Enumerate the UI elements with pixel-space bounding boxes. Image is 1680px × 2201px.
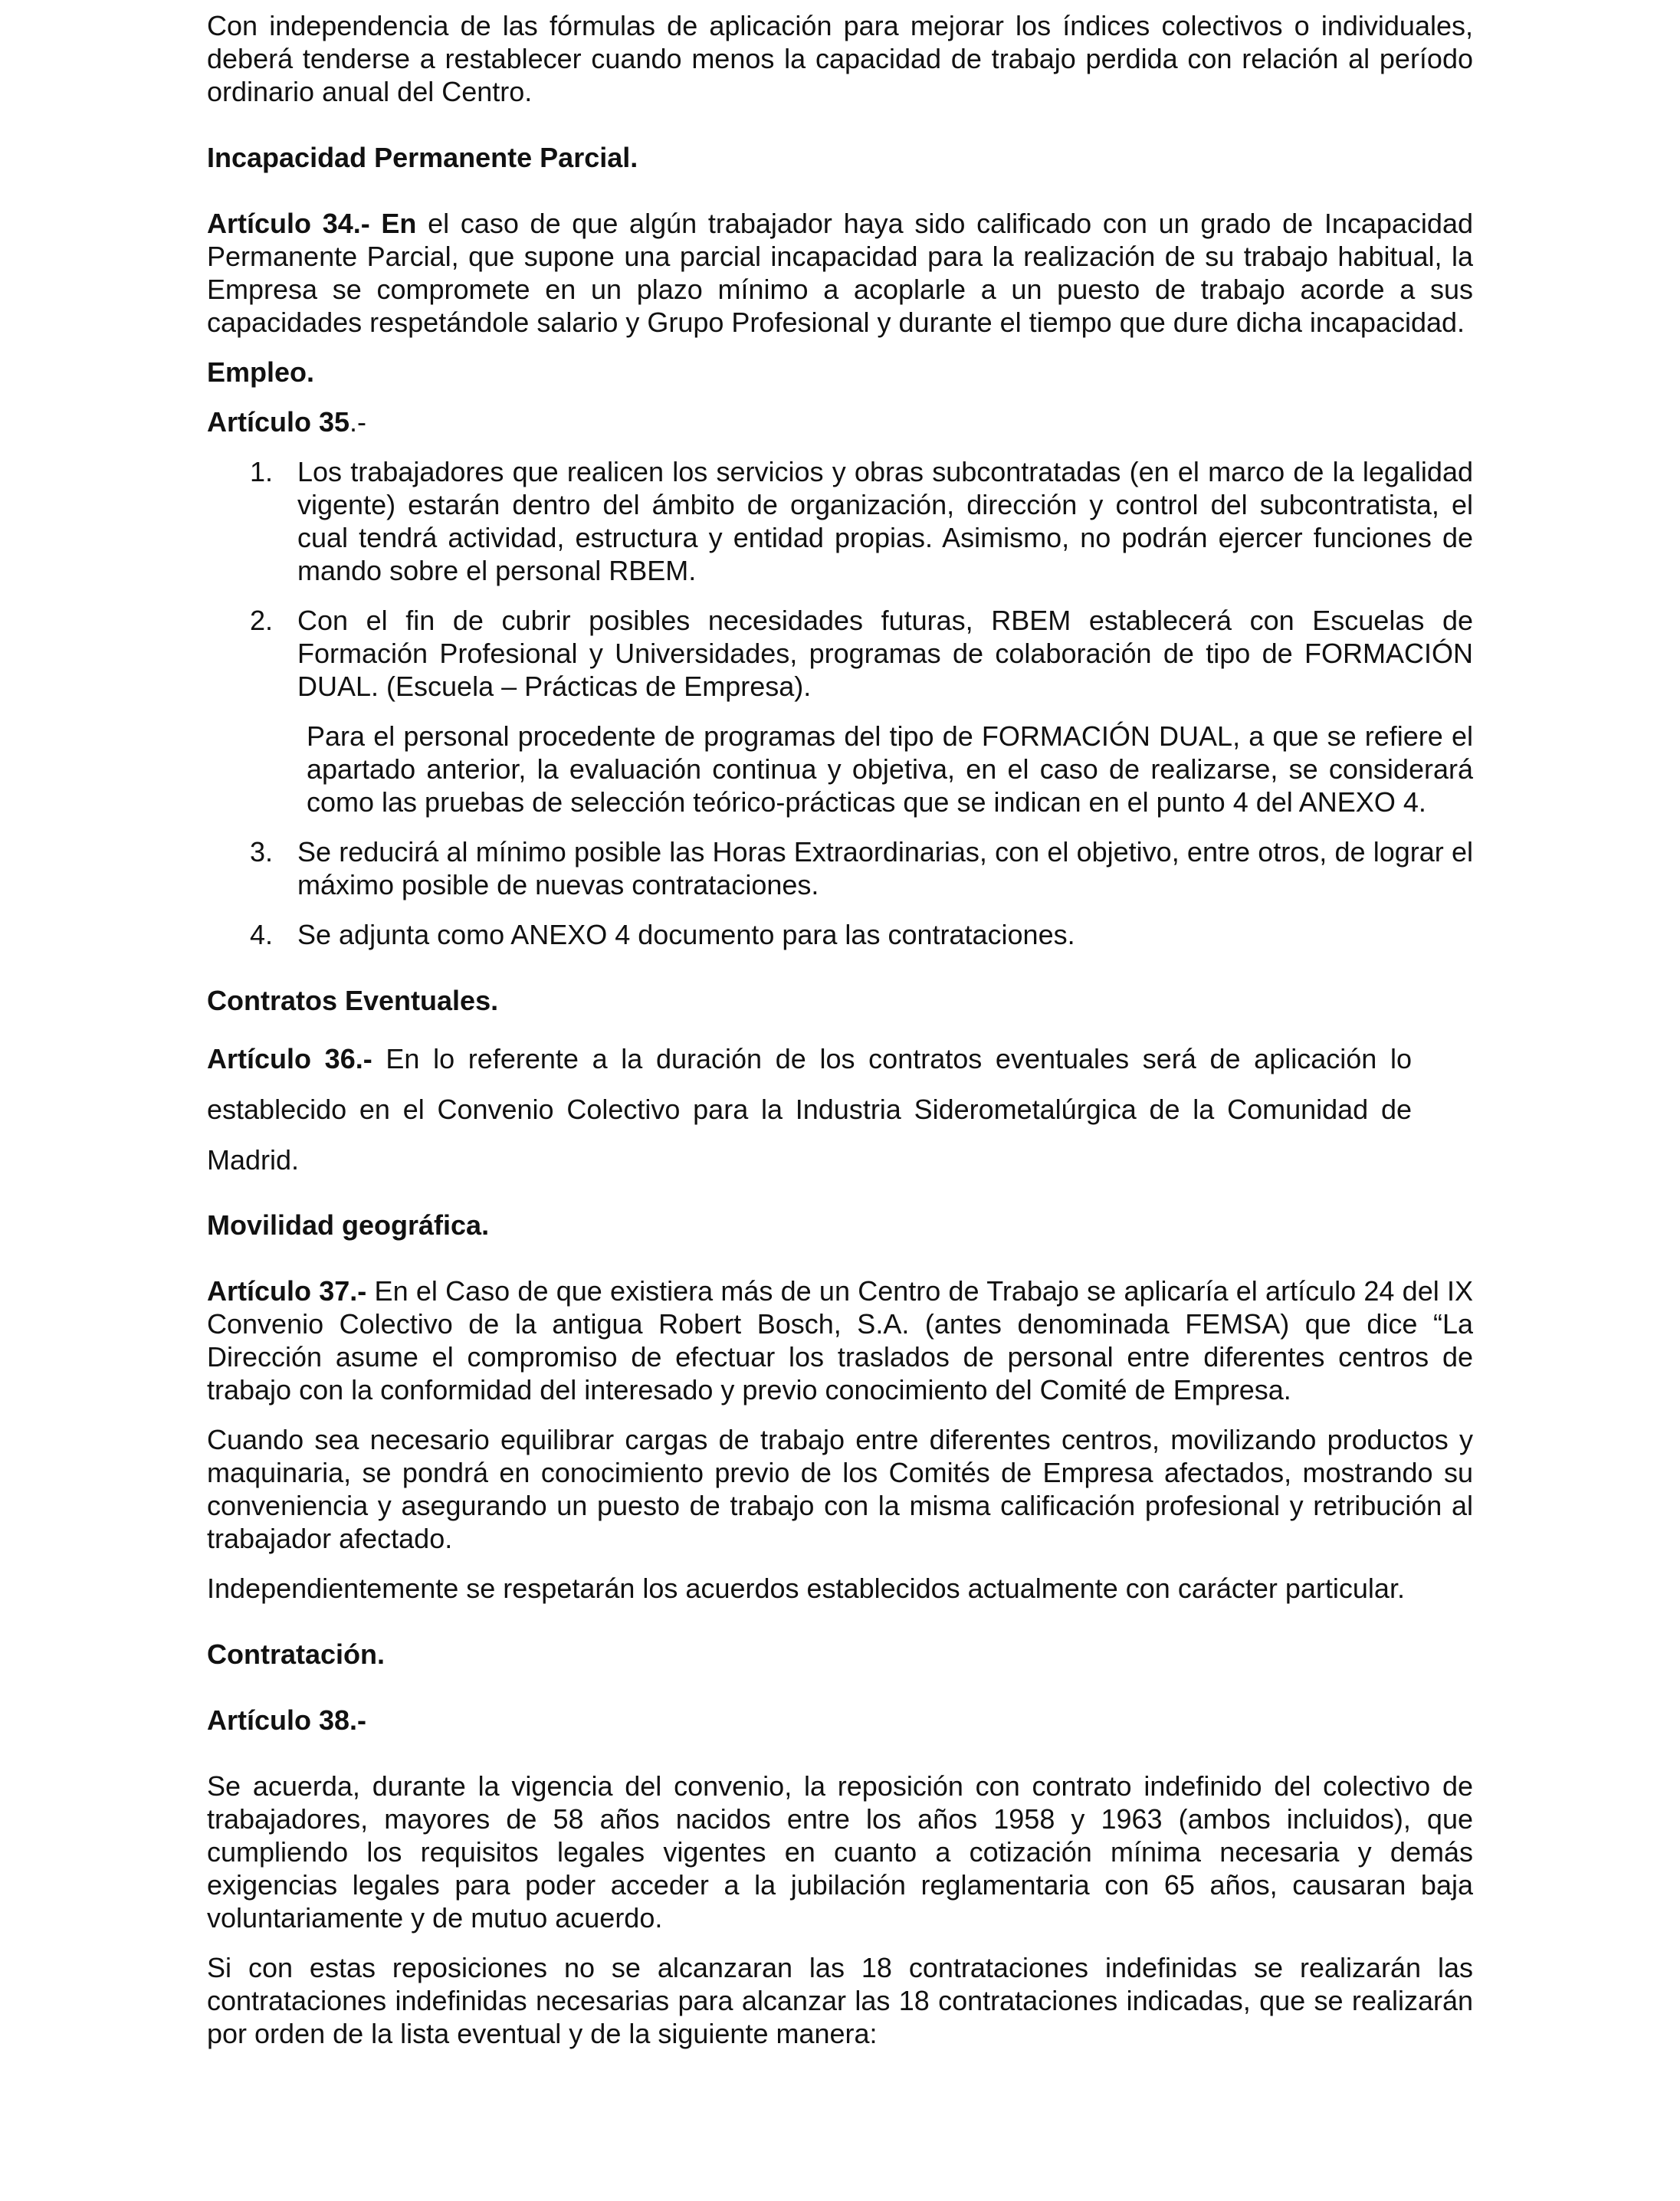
list-item-number: 3.	[250, 836, 274, 868]
heading-movilidad: Movilidad geográfica.	[207, 1209, 490, 1241]
intro-paragraph: Con independencia de las fórmulas de aplicación para mejorar los índices colectivos o individuales, deberá tenderse a restablecer cuando menos la capacidad de trabajo perdida con relación al período ordinario anual del Centro.	[207, 10, 1473, 107]
item-2-subparagraph: Para el personal procedente de programas del tipo de FORMACIÓN DUAL, a que se refiere el apartado anterior, la evaluación continua y objetiva, en el caso de realizarse, se considerará como las pruebas de selección teórico-prácticas que se indican en el punto 4 del ANEXO 4.	[307, 720, 1473, 818]
article-38-paragraph-2: Si con estas reposiciones no se alcanzaran las 18 contrataciones indefinidas se realizarán las contrataciones indefinidas necesarias para alcanzar las 18 contrataciones indicadas, que se realizarán por orden de la lista eventual y de la siguiente manera:	[207, 1952, 1473, 2049]
list-item	[207, 918, 1473, 951]
list-item-number: 2.	[250, 605, 274, 636]
list-item	[207, 455, 1473, 587]
list-item-text: Con el fin de cubrir posibles necesidades futuras, RBEM establecerá con Escuelas de Formación Profesional y Universidades, programas de colaboración de tipo de FORMACIÓN DUAL. (Escuela – Prácticas de Empresa).	[297, 605, 1473, 702]
article-37	[207, 1274, 1473, 1406]
list-item-text: Se adjunta como ANEXO 4 documento para las contrataciones.	[297, 919, 1075, 950]
list-item-number: 1.	[250, 456, 274, 487]
article-38-paragraph-1: Se acuerda, durante la vigencia del convenio, la reposición con contrato indefinido del colectivo de trabajadores, mayores de 58 años nacidos entre los años 1958 y 1963 (ambos incluidos), que cumpliendo los requisitos legales vigentes en cuanto a cotización mínima necesaria y demás exigencias legales para poder acceder a la jubilación reglamentaria con 65 años, causaran baja voluntariamente y de mutuo acuerdo.	[207, 1770, 1473, 1934]
article-36-label: Artículo 36.-	[207, 1043, 372, 1074]
article-35-label: Artículo 35	[207, 406, 350, 438]
article-38-label: Artículo 38.-	[207, 1704, 367, 1736]
article-36-text: En lo referente a la duración de los contratos eventuales será de aplicación lo establecido en el Convenio Colectivo para la Industria Siderometalúrgica de la Comunidad de Madrid.	[207, 1043, 1412, 1176]
article-35-suffix: .-	[349, 406, 367, 438]
article-35-list-continued	[207, 835, 1473, 951]
list-item-number: 4.	[250, 919, 274, 950]
heading-contratacion: Contratación.	[207, 1638, 386, 1670]
heading-empleo: Empleo.	[207, 356, 315, 388]
article-34-label: Artículo 34.- En	[207, 208, 417, 239]
article-34-text: el caso de que algún trabajador haya sido calificado con un grado de Incapacidad Permanente Parcial, que supone una parcial incapacidad para la realización de su trabajo habitual, la Empresa se compromete en un plazo mínimo a acoplarle a un puesto de trabajo acorde a sus capacidades respetándole salario y Grupo Profesional y durante el tiempo que dure dicha incapacidad.	[207, 208, 1473, 338]
article-37-text: En el Caso de que existiera más de un Centro de Trabajo se aplicaría el artículo 24 del IX Convenio Colectivo de la antigua Robert Bosch, S.A. (antes denominada FEMSA) que dice “La Dirección asume el compromiso de efectuar los traslados de personal entre diferentes centros de trabajo con la conformidad del interesado y previo conocimiento del Comité de Empresa.	[207, 1275, 1473, 1406]
article-37-paragraph-2: Cuando sea necesario equilibrar cargas de trabajo entre diferentes centros, movilizando productos y maquinaria, se pondrá en conocimiento previo de los Comités de Empresa afectados, mostrando su conveniencia y asegurando un puesto de trabajo con la misma calificación profesional y retribución al trabajador afectado.	[207, 1424, 1473, 1554]
list-item-text: Se reducirá al mínimo posible las Horas Extraordinarias, con el objetivo, entre otros, de lograr el máximo posible de nuevas contrataciones.	[297, 836, 1473, 900]
list-item	[207, 835, 1473, 901]
heading-incapacidad: Incapacidad Permanente Parcial.	[207, 142, 638, 173]
heading-contratos-eventuales: Contratos Eventuales.	[207, 985, 499, 1016]
article-34	[207, 207, 1473, 339]
list-item	[207, 604, 1473, 703]
article-35	[207, 405, 1473, 438]
list-item-text: Los trabajadores que realicen los servicios y obras subcontratadas (en el marco de la legalidad vigente) estarán dentro del ámbito de organización, dirección y control del subcontratista, el cual tendrá actividad, estructura y entidad propias. Asimismo, no podrán ejercer funciones de mando sobre el personal RBEM.	[297, 456, 1473, 586]
article-37-paragraph-3: Independientemente se respetarán los acuerdos establecidos actualmente con carácter particular.	[207, 1573, 1405, 1604]
article-36	[207, 1034, 1473, 1186]
document-page	[207, 0, 1473, 2050]
article-35-list	[207, 455, 1473, 703]
article-37-label: Artículo 37.-	[207, 1275, 367, 1307]
